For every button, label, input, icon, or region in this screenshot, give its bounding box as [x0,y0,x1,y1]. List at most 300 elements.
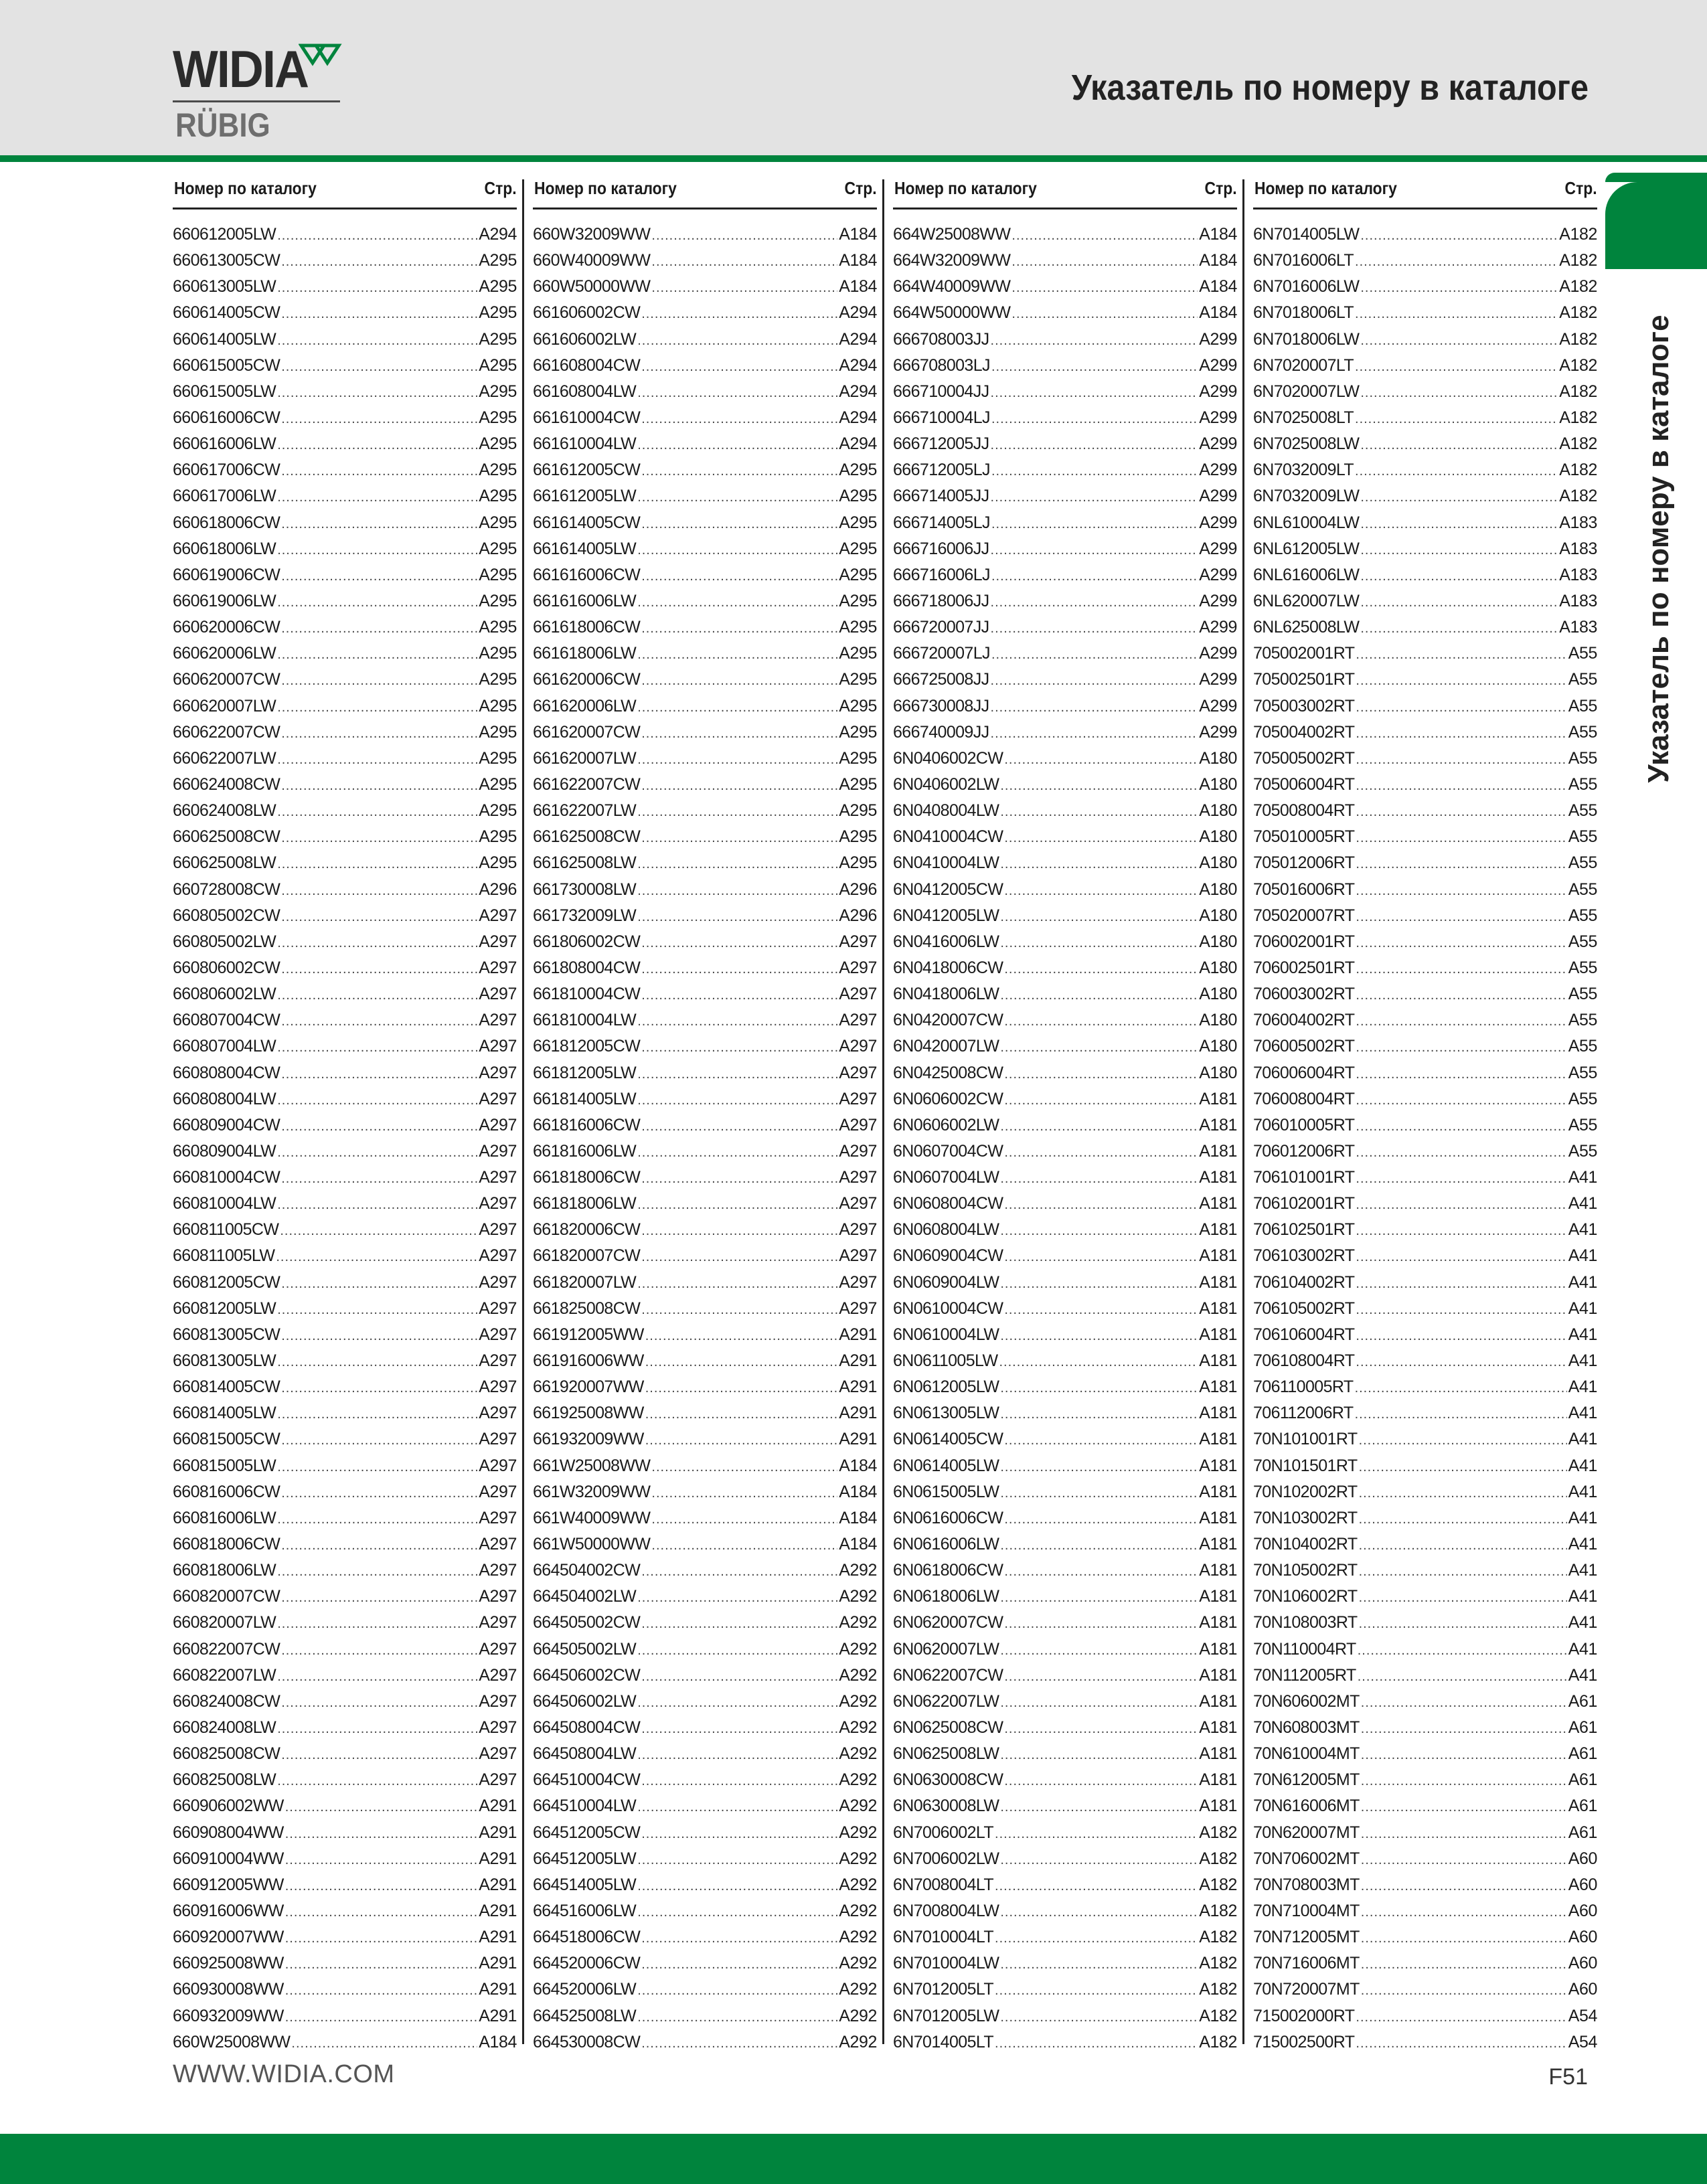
catalog-number: 661W25008WW [533,1456,651,1475]
catalog-number: 660908004WW [173,1823,284,1842]
index-entry [173,1898,517,1924]
dot-leader [1360,380,1558,406]
dot-leader [641,825,837,851]
index-entry [1253,1348,1597,1374]
dot-leader [645,1349,837,1375]
catalog-number: 6N0412005LW [893,906,999,925]
index-entry [173,667,517,693]
catalog-number: 6N0630008LW [893,1796,999,1816]
dot-leader [1000,1585,1198,1611]
dot-leader [1355,1402,1567,1428]
index-entry [893,1400,1237,1426]
index-entry [893,1741,1237,1767]
dot-leader [641,983,837,1009]
index-entry [1253,1977,1597,2003]
index-entry [533,1374,877,1400]
dot-leader [641,1559,837,1585]
index-entry [893,981,1237,1007]
page-reference: A299 [1199,670,1237,689]
dot-leader [991,616,1198,642]
index-column-2 [533,177,877,2055]
index-entry [173,300,517,326]
dot-leader [645,1375,837,1402]
dot-leader [285,1952,477,1978]
catalog-number: 660612005LW [173,225,276,244]
page-reference: A60 [1568,1954,1597,1973]
dot-leader [1000,2005,1198,2031]
dot-leader [1000,1952,1198,1978]
catalog-number: 661820007CW [533,1246,641,1266]
catalog-number: 664505002LW [533,1639,637,1659]
page-reference: A297 [479,1482,517,1501]
dot-leader [281,1271,477,1297]
catalog-number: 6N0608004LW [893,1220,999,1240]
index-entry [173,1139,517,1165]
page-reference: A295 [839,591,877,610]
dot-leader [637,1794,837,1821]
catalog-number: 664508004LW [533,1744,637,1764]
index-entry [1253,798,1597,824]
logo-rubig-text: RÜBIG [175,106,270,144]
page-reference: A41 [1568,1351,1597,1371]
dot-leader [641,1821,837,1847]
catalog-number: 666710004JJ [893,382,989,401]
index-list [173,222,517,2055]
index-entry [893,614,1237,641]
catalog-number: 660619006CW [173,565,280,584]
catalog-number: 660822007LW [173,1665,276,1685]
page-reference: A182 [1559,277,1597,297]
catalog-number: 6N0416006LW [893,932,999,951]
catalog-number: 70N620007MT [1253,1823,1360,1842]
page-reference: A181 [1199,1796,1237,1816]
page-reference: A299 [1199,355,1237,375]
section-tab[interactable] [1605,182,1707,269]
page-reference: A297 [479,1718,517,1738]
catalog-number: 661912005WW [533,1325,644,1344]
index-entry [893,693,1237,720]
catalog-number: 660810004CW [173,1168,280,1187]
index-entry [173,824,517,850]
page-reference: A299 [1199,434,1237,454]
dot-leader [277,1507,477,1533]
page-reference: A55 [1568,853,1597,873]
catalog-number: 660616006LW [173,434,276,454]
catalog-number: 6N0406002LW [893,774,999,794]
dot-leader [1355,406,1558,432]
dot-leader [1356,747,1566,773]
page-reference: A180 [1199,879,1237,899]
catalog-number: 706105002RT [1253,1298,1355,1318]
catalog-number: 706006004RT [1253,1063,1355,1082]
dot-leader [1360,564,1558,590]
index-entry [173,1296,517,1322]
catalog-number: 660622007LW [173,748,276,768]
page-reference: A291 [479,1796,517,1816]
page-reference: A297 [479,1272,517,1292]
dot-leader [1004,956,1198,983]
page-reference: A297 [479,1168,517,1187]
dot-leader [995,1873,1198,1900]
index-entry [1253,720,1597,746]
catalog-number: 6N0622007LW [893,1691,999,1711]
index-entry [893,405,1237,431]
index-entry [893,850,1237,876]
page-reference: A181 [1199,1561,1237,1580]
column-header-page: Стр. [484,178,517,198]
page-reference: A292 [839,1928,877,1947]
page-reference: A294 [839,434,877,454]
dot-leader [1000,1794,1198,1821]
catalog-number: 661925008WW [533,1404,644,1423]
catalog-number: 705012006RT [1253,853,1355,873]
catalog-number: 660813005LW [173,1351,276,1371]
page-reference: A295 [479,670,517,689]
page-reference: A41 [1568,1430,1597,1449]
index-entry [893,1898,1237,1924]
catalog-number: 660925008WW [173,1954,284,1973]
index-entry [1253,1296,1597,1322]
dot-leader [1004,878,1198,904]
catalog-number: 660728008CW [173,879,280,899]
catalog-number: 661612005CW [533,460,641,480]
catalog-number: 70N710004MT [1253,1902,1360,1920]
dot-leader [1359,1507,1567,1533]
page-reference: A292 [839,1561,877,1580]
catalog-number: 705006004RT [1253,774,1355,794]
page-reference: A41 [1568,1246,1597,1266]
catalog-number: 6NL610004LW [1253,513,1360,532]
index-entry [533,1243,877,1269]
column-separator [522,179,524,2044]
catalog-number: 660619006LW [173,591,276,610]
page-reference: A180 [1199,853,1237,873]
dot-leader [285,1873,477,1900]
dot-leader [991,511,1198,537]
page-reference: A41 [1568,1298,1597,1318]
dot-leader [637,1140,837,1166]
page-reference: A182 [1559,487,1597,506]
page-reference: A295 [479,827,517,847]
page-reference: A297 [479,1325,517,1344]
page-reference: A184 [839,1482,877,1501]
dot-leader [1360,328,1558,354]
catalog-number: 6N0609004CW [893,1246,1003,1266]
catalog-number: 660617006LW [173,487,276,506]
page-reference: A297 [479,1744,517,1764]
page-reference: A291 [479,1823,517,1842]
dot-leader [995,1978,1198,2004]
index-entry [893,2029,1237,2055]
dot-leader [991,642,1198,668]
catalog-number: 6N0606002LW [893,1115,999,1135]
page-reference: A184 [839,1508,877,1527]
catalog-number: 6N7008004LT [893,1875,994,1894]
index-entry [173,746,517,772]
catalog-number: 660613005LW [173,277,276,297]
dot-leader [637,1585,837,1611]
widia-chevron-icon [299,41,345,75]
page-reference: A297 [479,1770,517,1790]
catalog-number: 664508004CW [533,1718,641,1738]
dot-leader [277,590,477,616]
column-header-page: Стр. [1204,178,1237,198]
catalog-number: 664W32009WW [893,251,1011,270]
catalog-number: 661730008LW [533,879,637,899]
dot-leader [1356,773,1566,799]
dot-leader [277,1140,477,1166]
index-entry [533,929,877,955]
catalog-number: 661812005CW [533,1037,641,1056]
index-entry [893,2003,1237,2029]
index-entry [1253,300,1597,326]
catalog-number: 705005002RT [1253,748,1355,768]
index-entry [893,1584,1237,1610]
index-entry [533,772,877,798]
index-entry [893,641,1237,667]
index-entry [533,693,877,720]
page-reference: A297 [839,1246,877,1266]
catalog-number: 6N7025008LT [1253,408,1354,427]
page-reference: A297 [479,1665,517,1685]
index-entry [893,1793,1237,1819]
dot-leader [1011,275,1198,301]
dot-leader [281,1323,477,1349]
index-entry [893,1715,1237,1741]
index-entry [893,1426,1237,1452]
catalog-number: 6N7010004LW [893,1954,999,1973]
dot-leader [995,1926,1198,1952]
catalog-number: 6N7008004LW [893,1902,999,1920]
dot-leader [1359,1559,1567,1585]
page-reference: A181 [1199,1298,1237,1318]
index-entry [173,1453,517,1479]
index-list [893,222,1237,2055]
catalog-number: 660912005WW [173,1875,284,1894]
index-entry [1253,1270,1597,1296]
catalog-number: 666740009JJ [893,722,989,742]
catalog-number: 660615005CW [173,355,280,375]
dot-leader [1356,956,1566,983]
dot-leader [637,1690,837,1716]
index-entry [173,1924,517,1950]
dot-leader [281,1166,477,1192]
page-reference: A295 [479,277,517,297]
catalog-number: 664504002CW [533,1561,641,1580]
catalog-number: 660810004LW [173,1194,276,1213]
index-entry [173,1950,517,1977]
catalog-number: 70N102002RT [1253,1482,1358,1501]
catalog-number: 6N0408004LW [893,801,999,821]
index-entry [893,431,1237,457]
index-entry [173,1374,517,1400]
index-entry [533,483,877,509]
page-reference: A297 [839,1194,877,1213]
catalog-number: 660806002CW [173,958,280,977]
catalog-number: 661620007CW [533,722,641,742]
page-reference: A41 [1568,1639,1597,1659]
dot-leader [637,2005,837,2031]
page-reference: A55 [1568,696,1597,716]
dot-leader [277,851,477,877]
page-reference: A297 [839,1168,877,1187]
index-entry [1253,1950,1597,1977]
catalog-number: 70N112005RT [1253,1665,1356,1685]
dot-leader [641,956,837,983]
catalog-number: 660818006LW [173,1561,276,1580]
page-reference: A55 [1568,985,1597,1004]
index-entry [533,1689,877,1715]
catalog-number: 706103002RT [1253,1246,1355,1266]
catalog-number: 6N0410004CW [893,827,1003,847]
catalog-number: 6N7020007LT [1253,355,1354,375]
dot-leader [1356,1271,1566,1297]
index-entry [1253,1846,1597,1872]
page-reference: A60 [1568,1902,1597,1920]
page-reference: A55 [1568,1115,1597,1135]
index-entry [173,1505,517,1531]
page-reference: A291 [479,1954,517,1973]
catalog-number: 660625008CW [173,827,280,847]
index-entry [893,1270,1237,1296]
dot-leader [1000,1900,1198,1926]
catalog-number: 661932009WW [533,1430,644,1449]
catalog-number: 706008004RT [1253,1089,1355,1108]
catalog-number: 6N0418006CW [893,958,1003,977]
index-entry [893,1689,1237,1715]
index-entry [173,1217,517,1243]
index-column-1 [173,177,517,2055]
dot-leader [1356,1140,1566,1166]
page-reference: A181 [1199,1430,1237,1449]
catalog-number: 660624008LW [173,801,276,821]
index-entry [173,1191,517,1217]
catalog-number: 705003002RT [1253,696,1355,716]
index-entry [173,353,517,379]
dot-leader [1000,1114,1198,1140]
dot-leader [1356,1035,1566,1061]
catalog-number: 660614005CW [173,303,280,323]
catalog-number: 6N0420007CW [893,1011,1003,1030]
dot-leader [281,1428,477,1454]
page-reference: A55 [1568,1089,1597,1108]
dot-leader [1011,301,1198,327]
index-entry [893,1558,1237,1584]
page-reference: A181 [1199,1246,1237,1266]
index-entry [533,1191,877,1217]
catalog-number: 70N108003RT [1253,1613,1358,1632]
dot-leader [1004,825,1198,851]
dot-leader [1359,1454,1567,1481]
page-header [0,0,1707,155]
catalog-number: 664530008CW [533,2032,641,2051]
page-reference: A295 [479,460,517,480]
index-entry [1253,1191,1597,1217]
page-reference: A297 [839,1011,877,1030]
catalog-number: 660916006WW [173,1902,284,1920]
dot-leader [1004,1611,1198,1637]
dot-leader [1360,432,1558,458]
catalog-number: 660825008LW [173,1770,276,1790]
page-reference: A299 [1199,565,1237,584]
catalog-number: 661816006LW [533,1141,637,1161]
index-entry [533,614,877,641]
page-reference: A61 [1568,1718,1597,1738]
catalog-number: 660932009WW [173,2006,284,2025]
page-reference: A291 [839,1351,877,1371]
catalog-number: 6N0418006LW [893,985,999,1004]
catalog-number: 661732009LW [533,906,637,925]
catalog-number: 661618006LW [533,644,637,663]
page-reference: A295 [479,408,517,427]
dot-leader [1356,799,1566,825]
page-reference: A297 [479,1089,517,1108]
dot-leader [641,930,837,956]
dot-leader [1356,642,1566,668]
index-entry [893,510,1237,536]
dot-leader [1360,223,1558,249]
dot-leader [277,1088,477,1114]
page-reference: A294 [839,303,877,323]
dot-leader [637,1742,837,1768]
dot-leader [1355,458,1558,485]
dot-leader [277,537,477,564]
dot-leader [281,904,477,930]
catalog-number: 666716006LJ [893,565,990,584]
page-reference: A182 [1559,408,1597,427]
catalog-number: 664525008LW [533,2006,637,2025]
catalog-number: 661616006LW [533,591,637,610]
footer-url[interactable]: WWW.WIDIA.COM [173,2060,395,2088]
dot-leader [1000,1271,1198,1297]
dot-leader [1360,537,1558,564]
dot-leader [1004,1428,1198,1454]
dot-leader [641,668,837,694]
page-reference: A295 [479,487,517,506]
dot-leader [1356,1166,1566,1192]
index-entry [1253,1426,1597,1452]
page-reference: A182 [1559,303,1597,323]
index-entry [533,588,877,614]
index-entry [173,1400,517,1426]
index-entry [173,1793,517,1819]
catalog-number: 6N0620007LW [893,1639,999,1659]
column-header-page: Стр. [1564,178,1597,198]
page-reference: A299 [1199,329,1237,349]
catalog-number: 706101001RT [1253,1168,1355,1187]
dot-leader [281,1533,477,1559]
index-entry [173,1165,517,1191]
page-reference: A292 [839,1744,877,1764]
catalog-number: 706002501RT [1253,958,1355,977]
page-reference: A61 [1568,1796,1597,1816]
index-list [533,222,877,2055]
catalog-number: 664W25008WW [893,225,1011,244]
catalog-number: 660622007CW [173,722,280,742]
index-entry [1253,1820,1597,1846]
catalog-number: 661612005LW [533,487,637,506]
dot-leader [1360,485,1558,511]
page-reference: A41 [1568,1535,1597,1554]
index-entry [893,955,1237,981]
catalog-number: 664516006LW [533,1902,637,1920]
dot-leader [637,878,837,904]
index-entry [893,1453,1237,1479]
page-reference: A55 [1568,1063,1597,1082]
page-reference: A55 [1568,1011,1597,1030]
index-entry [893,222,1237,248]
index-entry [533,1217,877,1243]
